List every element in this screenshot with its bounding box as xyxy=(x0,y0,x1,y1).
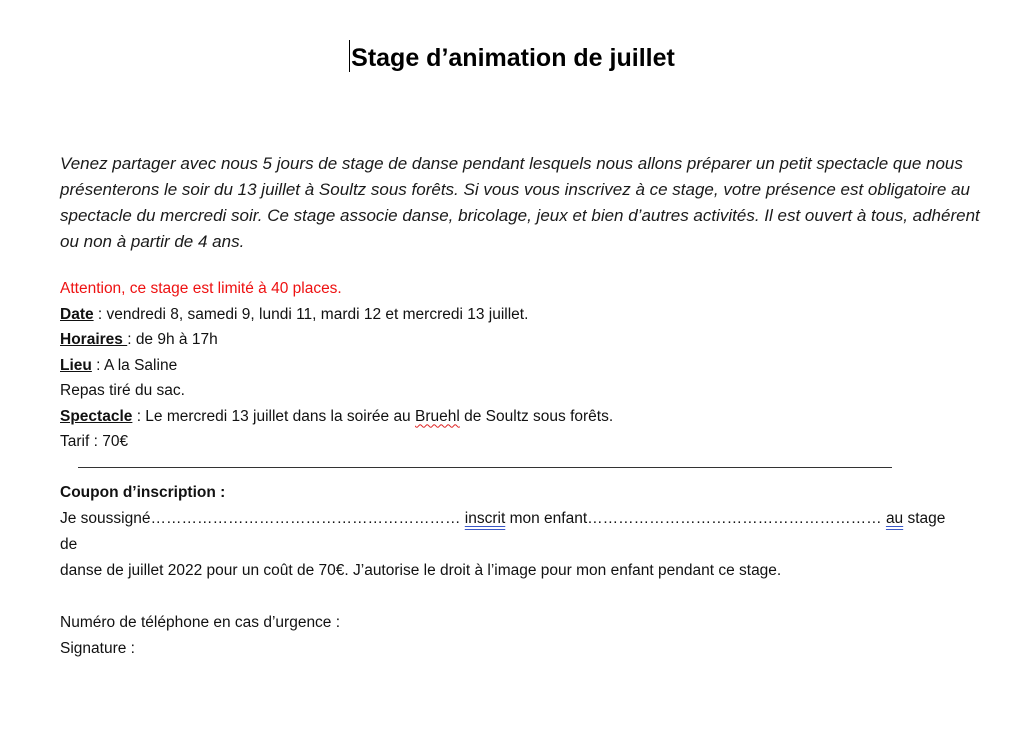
spectacle-text-before: : Le mercredi 13 juillet dans la soirée au xyxy=(132,407,415,425)
horaires-text: : de 9h à 17h xyxy=(127,331,218,348)
date-line xyxy=(60,302,990,328)
repas-line: Repas tiré du sac. xyxy=(60,382,185,399)
page-title: Stage d’animation de juillet xyxy=(351,44,675,72)
coupon-line-1 xyxy=(60,506,960,558)
signature-line: Signature : xyxy=(60,640,135,657)
spectacle-text-after: de Soultz sous forêts. xyxy=(459,407,614,425)
spectacle-line xyxy=(60,404,990,430)
tarif-line: Tarif : 70€ xyxy=(60,433,129,450)
coupon-section xyxy=(60,480,960,662)
grammar-word-au: au xyxy=(885,510,904,527)
date-label: Date xyxy=(60,305,94,323)
spectacle-label: Spectacle xyxy=(60,407,133,425)
horaires-label: Horaires xyxy=(60,331,128,348)
coupon-line-1-c: mon enfant………………………………………………… xyxy=(505,510,886,527)
lieu-text: : A la Saline xyxy=(91,356,178,374)
grammar-word-inscrit: inscrit xyxy=(464,510,506,527)
coupon-heading: Coupon d’inscription : xyxy=(60,484,226,501)
attention-notice: Attention, ce stage est limité à 40 places. xyxy=(60,280,342,297)
coupon-line-1-e: stage de xyxy=(60,510,946,553)
coupon-line-2: danse de juillet 2022 pour un coût de 70€. J’autorise le droit à l’image pour mon enfant pendant ce stage. xyxy=(60,562,782,579)
separator-line xyxy=(78,467,892,468)
coupon-line-1-a: Je soussigné…………………………………………………… xyxy=(60,510,465,527)
date-text: : vendredi 8, samedi 9, lundi 11, mardi 12 et mercredi 13 juillet. xyxy=(93,305,529,323)
blank-line xyxy=(60,584,960,610)
lieu-label: Lieu xyxy=(60,356,92,374)
phone-line: Numéro de téléphone en cas d’urgence : xyxy=(60,614,341,631)
spellcheck-word-bruehl: Bruehl xyxy=(415,407,460,425)
horaires-line xyxy=(60,327,990,353)
title-block xyxy=(0,40,1024,73)
intro-paragraph: Venez partager avec nous 5 jours de stage de danse pendant lesquels nous allons préparer un petit spectacle que nous présenterons le soir du 13 juillet à Soultz sous forêts. Si vous vous inscrivez à ce stage, votre présence est obligatoire au spectacle du mercredi soir. Ce stage associe danse, bricolage, jeux et bien d’autres activités. Il est ouvert à tous, adhérent ou non à partir de 4 ans. xyxy=(60,154,980,251)
text-cursor xyxy=(349,40,350,72)
details-block xyxy=(60,276,990,455)
lieu-line xyxy=(60,353,990,379)
